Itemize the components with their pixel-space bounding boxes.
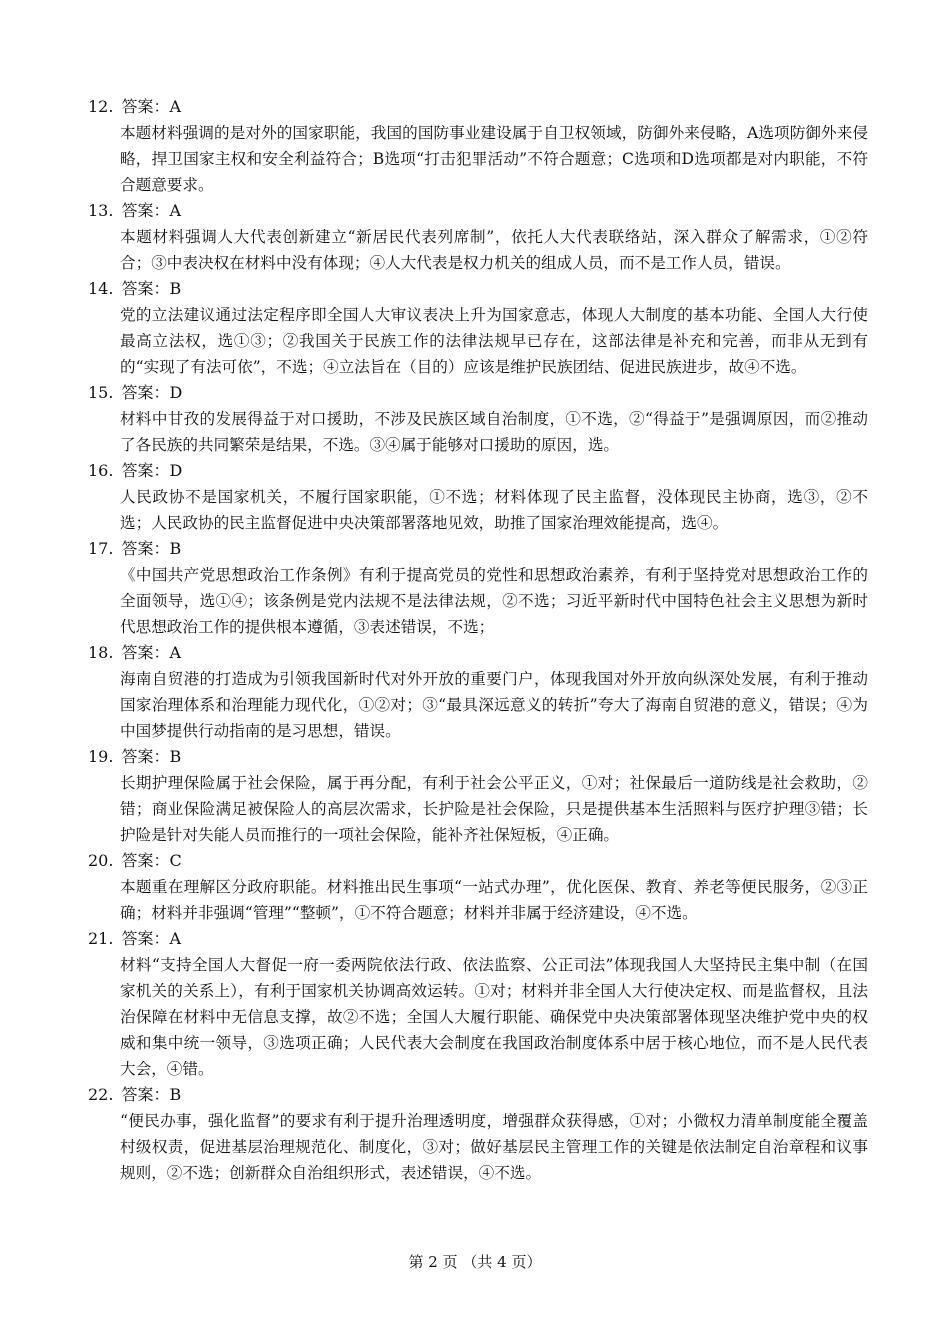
answer-header [88,1082,868,1108]
answer-header [88,926,868,952]
answer-list [88,94,868,1186]
answer-explanation: 《中国共产党思想政治工作条例》有利于提高党员的党性和思想政治素养，有利于坚持党对思想政治工作的全面领导，选①④；该条例是党内法规不是法律法规，②不选；习近平新时代中国特色社会主义思想为新时代思想政治工作的提供根本遵循，③表述错误，不选； [120,566,868,636]
answer-label: 答案：A [121,643,182,662]
answer-explanation: 本题材料强调人大代表创新建立“新居民代表列席制”，依托人大代表联络站，深入群众了解需求，①②符合；③中表决权在材料中没有体现；④人大代表是权力机关的组成人员，而不是工作人员，错误。 [120,228,868,272]
answer-label: 答案：A [121,201,182,220]
answer-item-12 [88,94,868,198]
question-number: 12. [88,97,114,116]
answer-label: 答案：A [121,929,182,948]
question-number: 20. [88,851,114,870]
answer-header [88,744,868,770]
question-number: 16. [88,461,114,480]
page-footer: 第 2 页 （共 4 页） [408,1253,542,1271]
answer-item-19 [88,744,868,848]
answer-explanation: “便民办事，强化监督”的要求有利于提升治理透明度，增强群众获得感，①对；小微权力清单制度能全覆盖村级权责，促进基层治理规范化、制度化，③对；做好基层民主管理工作的关键是依法制定自治章程和议事规则，②不选；创新群众自治组织形式，表述错误，④不选。 [120,1112,868,1182]
answer-item-16 [88,458,868,536]
answer-header [88,276,868,302]
answer-item-22 [88,1082,868,1186]
answer-label: 答案：D [121,383,183,402]
answer-label: 答案：D [121,461,183,480]
answer-header [88,198,868,224]
answer-item-13 [88,198,868,276]
answer-header [88,848,868,874]
answer-label: 答案：B [121,279,182,298]
answer-header [88,640,868,666]
answer-header [88,380,868,406]
answer-header [88,536,868,562]
answer-explanation: 人民政协不是国家机关，不履行国家职能，①不选；材料体现了民主监督，没体现民主协商，选③，②不选；人民政协的民主监督促进中央决策部署落地见效，助推了国家治理效能提高，选④。 [120,488,868,532]
answer-item-15 [88,380,868,458]
answer-item-17 [88,536,868,640]
answer-explanation: 海南自贸港的打造成为引领我国新时代对外开放的重要门户，体现我国对外开放向纵深处发展，有利于推动国家治理体系和治理能力现代化，①②对；③“最具深远意义的转折”夸大了海南自贸港的意义，错误；④为中国梦提供行动指南的是习思想，错误。 [120,670,868,740]
answer-label: 答案：A [121,97,182,116]
answer-header [88,458,868,484]
answer-explanation: 党的立法建议通过法定程序即全国人大审议表决上升为国家意志，体现人大制度的基本功能、全国人大行使最高立法权，选①③；②我国关于民族工作的法律法规早已存在，这部法律是补充和完善，而非从无到有的“实现了有法可依”，不选；④立法旨在（目的）应该是维护民族团结、促进民族进步，故④不选。 [120,306,868,376]
answer-item-21 [88,926,868,1082]
question-number: 14. [88,279,114,298]
answer-explanation: 本题材料强调的是对外的国家职能，我国的国防事业建设属于自卫权领域，防御外来侵略，A选项防御外来侵略，捍卫国家主权和安全利益符合；B选项“打击犯罪活动”不符合题意；C选项和D选项都是对内职能，不符合题意要求。 [120,124,868,194]
answer-label: 答案：C [121,851,182,870]
question-number: 22. [88,1085,114,1104]
answer-item-14 [88,276,868,380]
question-number: 17. [88,539,114,558]
question-number: 18. [88,643,114,662]
answer-item-18 [88,640,868,744]
answer-label: 答案：B [121,1085,182,1104]
answer-label: 答案：B [121,539,182,558]
question-number: 15. [88,383,114,402]
question-number: 21. [88,929,114,948]
answer-explanation: 材料中甘孜的发展得益于对口援助，不涉及民族区域自治制度，①不选，②“得益于”是强调原因，而②推动了各民族的共同繁荣是结果，不选。③④属于能够对口援助的原因，选。 [120,410,868,454]
answer-item-20 [88,848,868,926]
answer-explanation: 本题重在理解区分政府职能。材料推出民生事项“一站式办理”，优化医保、教育、养老等便民服务，②③正确；材料并非强调“管理”“整顿”，①不符合题意；材料并非属于经济建设，④不选。 [120,878,868,922]
answer-header [88,94,868,120]
answer-explanation: 长期护理保险属于社会保险，属于再分配，有利于社会公平正义，①对；社保最后一道防线是社会救助，②错；商业保险满足被保险人的高层次需求，长护险是社会保险，只是提供基本生活照料与医疗护理③错；长护险是针对失能人员而推行的一项社会保险，能补齐社保短板，④正确。 [120,774,868,844]
question-number: 13. [88,201,114,220]
answer-explanation: 材料“支持全国人大督促一府一委两院依法行政、依法监察、公正司法”体现我国人大坚持民主集中制（在国家机关的关系上），有利于国家机关协调高效运转。①对；材料并非全国人大行使决定权、而是监督权，且法治保障在材料中无信息支撑，故②不选；全国人大履行职能、确保党中央决策部署体现坚决维护党中央的权威和集中统一领导，③选项正确；人民代表大会制度在我国政治制度体系中居于核心地位，而不是人民代表大会，④错。 [120,956,868,1078]
question-number: 19. [88,747,114,766]
answer-label: 答案：B [121,747,182,766]
